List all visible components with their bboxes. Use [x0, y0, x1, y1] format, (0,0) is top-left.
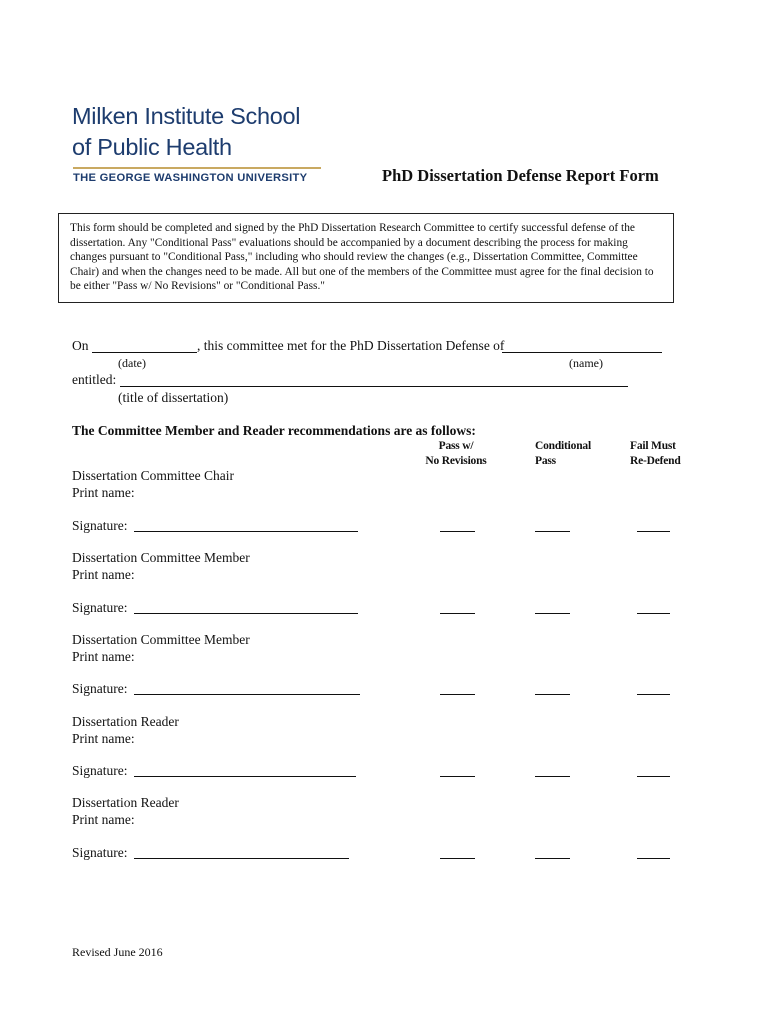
conditional-vote-field[interactable] [535, 694, 570, 695]
member-signature-label: Signature: [72, 845, 128, 860]
column-header-pass-line1: Pass w/ [438, 440, 474, 452]
fail-vote-field[interactable] [637, 613, 670, 614]
fail-vote-field[interactable] [637, 858, 670, 859]
column-header-conditional [535, 439, 591, 469]
member-print-label: Print name: [72, 567, 135, 582]
school-logo [72, 103, 322, 193]
member-signature-label: Signature: [72, 518, 128, 533]
member-role: Dissertation Reader [72, 795, 179, 810]
member-role: Dissertation Committee Member [72, 550, 250, 565]
fail-vote-field[interactable] [637, 531, 670, 532]
logo-line-2: of Public Health [72, 134, 232, 160]
member-signature-label: Signature: [72, 681, 128, 696]
member-print-label: Print name: [72, 649, 135, 664]
pass-vote-field[interactable] [440, 694, 475, 695]
pass-vote-field[interactable] [440, 613, 475, 614]
pass-vote-field[interactable] [440, 776, 475, 777]
date-caption: (date) [118, 356, 146, 370]
name-caption: (name) [569, 356, 603, 370]
logo-line-1: Milken Institute School [72, 103, 301, 129]
title-caption: (title of dissertation) [118, 390, 229, 405]
recommendations-heading: The Committee Member and Reader recommendations are as follows: [72, 423, 476, 438]
column-header-pass-line2: No Revisions [425, 455, 487, 467]
member-print-label: Print name: [72, 485, 135, 500]
form-title: PhD Dissertation Defense Report Form [382, 166, 659, 185]
column-header-fail [630, 439, 681, 469]
signature-field[interactable] [134, 858, 349, 859]
column-header-pass [423, 439, 489, 469]
member-print-label: Print name: [72, 812, 135, 827]
committee-text: , this committee met for the PhD Dissertation Defense of [197, 338, 505, 353]
member-role: Dissertation Committee Member [72, 632, 250, 647]
logo-rule [73, 167, 321, 169]
fail-vote-field[interactable] [637, 694, 670, 695]
fail-vote-field[interactable] [637, 776, 670, 777]
conditional-vote-field[interactable] [535, 531, 570, 532]
conditional-vote-field[interactable] [535, 776, 570, 777]
column-header-conditional-line1: Conditional [535, 440, 591, 452]
conditional-vote-field[interactable] [535, 613, 570, 614]
instructions-box [58, 213, 674, 303]
column-header-conditional-line2: Pass [535, 455, 556, 467]
pass-vote-field[interactable] [440, 858, 475, 859]
date-field[interactable] [92, 352, 197, 353]
dissertation-title-field[interactable] [120, 386, 628, 387]
signature-field[interactable] [134, 776, 356, 777]
revision-note: Revised June 2016 [72, 945, 163, 959]
entitled-label: entitled: [72, 372, 117, 387]
signature-field[interactable] [134, 613, 358, 614]
logo-subtitle: THE GEORGE WASHINGTON UNIVERSITY [73, 172, 308, 184]
column-header-fail-line1: Fail Must [630, 440, 676, 452]
name-field[interactable] [502, 352, 662, 353]
pass-vote-field[interactable] [440, 531, 475, 532]
on-label: On [72, 338, 89, 353]
column-header-fail-line2: Re-Defend [630, 455, 681, 467]
member-role: Dissertation Reader [72, 714, 179, 729]
signature-field[interactable] [134, 694, 360, 695]
signature-field[interactable] [134, 531, 358, 532]
instructions-text: This form should be completed and signed by the PhD Dissertation Research Committee to certify successful defense of the dissertation. Any "Conditional Pass" evaluations should be accompanied by a document describing the process for making changes pursuant to "Conditional Pass," including who should review the changes (e.g., Dissertation Committee, Committee Chair) and when the changes need to be made. All but one of the members of the Committee must agree for the final decision to be either "Pass w/ No Revisions" or "Conditional Pass." [70, 222, 654, 293]
member-signature-label: Signature: [72, 763, 128, 778]
conditional-vote-field[interactable] [535, 858, 570, 859]
member-signature-label: Signature: [72, 600, 128, 615]
member-print-label: Print name: [72, 731, 135, 746]
member-role: Dissertation Committee Chair [72, 468, 234, 483]
